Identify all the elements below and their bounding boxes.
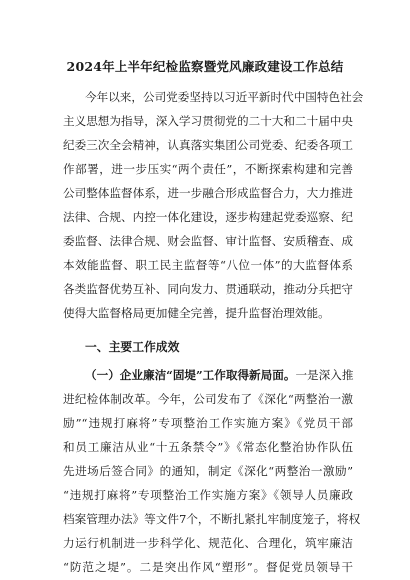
paragraph-line: 力运行机制进一步科学化、规范化、合理化，筑牢廉洁 bbox=[63, 536, 353, 550]
paragraph-line: 纪委三次全会精神，认真落实集团公司党委、纪委各项工 bbox=[63, 138, 353, 152]
paragraph-line: 委监督、法律合规、财会监督、审计监督、安质稽查、成 bbox=[63, 234, 353, 248]
subsection-first-line bbox=[85, 367, 353, 383]
paragraph-line: 作部署，进一步压实“两个责任”，不断探索构建和完善 bbox=[63, 162, 353, 176]
paragraph-line: 公司整体监督体系，进一步融合形成监督合力，大力推进 bbox=[63, 186, 353, 200]
paragraph-line: 本效能监督、职工民主监督等“八位一体”的大监督体系 bbox=[63, 258, 353, 272]
paragraph-line: “防范之堤”。二是突出作风“塑形”。督促党员领导干 bbox=[63, 560, 353, 574]
paragraph-line: 先进场后签合同》的通知，制定《深化“两整治一激励” bbox=[63, 464, 353, 478]
paragraph-line: 法律、合规、内控一体化建设，逐步构建起党委巡察、纪 bbox=[63, 210, 353, 224]
paragraph-line: “违规打麻将”专项整治工作实施方案》《领导人员廉政 bbox=[63, 488, 353, 502]
document-title: 2024年上半年纪检监察暨党风廉政建设工作总结 bbox=[66, 59, 344, 74]
paragraph-line: 各类监督优势互补、同向发力、贯通联动，推动分兵把守 bbox=[63, 282, 353, 296]
paragraph-line: 和员工廉洁从业“十五条禁令”》《常态化整治协作队伍 bbox=[63, 440, 353, 454]
paragraph-line: 使得大监督格局更加健全完善，提升监督治理效能。 bbox=[63, 306, 330, 320]
paragraph-line: 今年以来，公司党委坚持以习近平新时代中国特色社会 bbox=[85, 90, 364, 104]
paragraph-line: 档案管理办法》等文件7个，不断扎紧扎牢制度笼子，将权 bbox=[63, 512, 361, 526]
paragraph-line: 进纪检体制改革。今年，公司发布了《深化“两整治一激 bbox=[63, 392, 353, 406]
paragraph-text: 一是深入推 bbox=[295, 368, 354, 382]
section-heading: 一、主要工作成效 bbox=[85, 340, 180, 354]
paragraph-line: 主义思想为指导，深入学习贯彻党的二十大和二十届中央 bbox=[63, 114, 353, 128]
subsection-heading: （一）企业廉洁“固堤”工作取得新局面。 bbox=[85, 368, 296, 382]
paragraph-line: 励”“违规打麻将”专项整治工作实施方案》《党员干部 bbox=[63, 416, 353, 430]
